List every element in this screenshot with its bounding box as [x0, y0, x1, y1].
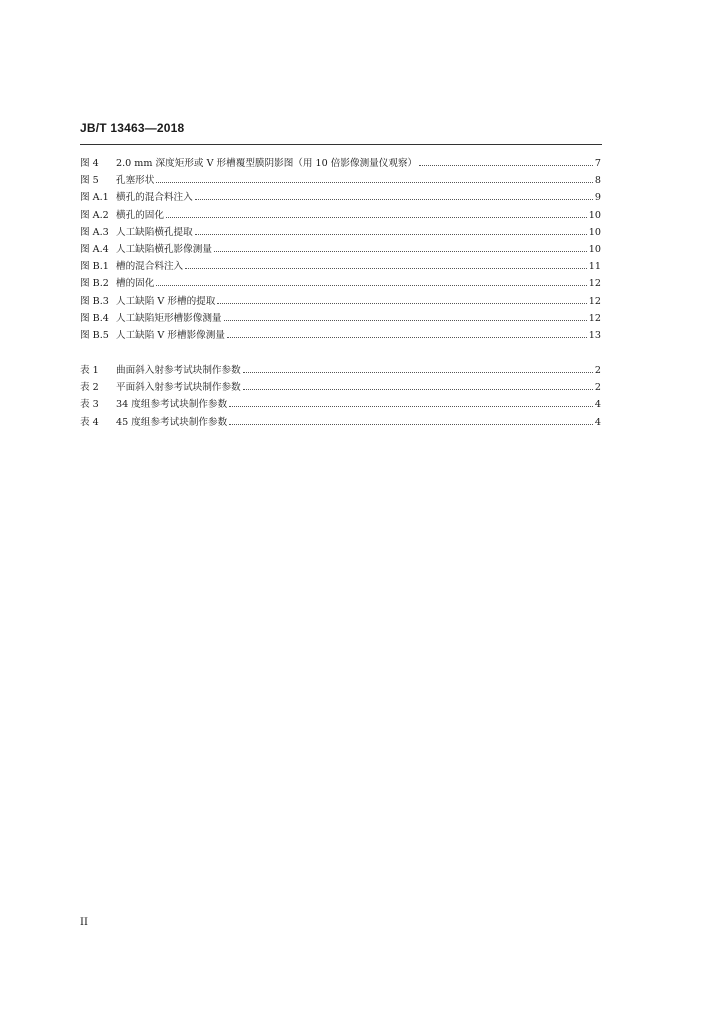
figure-entry-page: 10 — [588, 226, 601, 238]
figure-entry-label: 图 B.5 — [80, 329, 109, 341]
figure-entry-page: 10 — [588, 243, 601, 255]
figure-entry[interactable] — [80, 241, 601, 258]
figure-entry-label: 图 4 — [80, 158, 99, 169]
figure-entry[interactable] — [80, 275, 601, 292]
table-entry-title: 45 度组参考试块制作参数 — [116, 416, 228, 428]
figure-entry-label: 图 5 — [80, 175, 99, 187]
figure-entry[interactable] — [80, 224, 601, 241]
table-entry-page: 4 — [594, 399, 601, 411]
figure-entry[interactable] — [80, 207, 601, 224]
dot-leader — [156, 182, 593, 183]
figure-entry[interactable] — [80, 310, 601, 327]
figure-entry-title: 槽的混合料注入 — [116, 261, 184, 273]
dot-leader — [229, 424, 593, 425]
dot-leader — [195, 234, 587, 235]
dot-leader — [156, 285, 586, 286]
table-entry-page: 2 — [594, 365, 601, 376]
figure-entry-page: 12 — [588, 312, 601, 324]
table-entry-label: 表 1 — [80, 365, 99, 376]
figure-entry-label: 图 B.4 — [80, 312, 109, 324]
dot-leader — [214, 251, 587, 252]
dot-leader — [217, 303, 586, 304]
table-entry[interactable] — [80, 362, 601, 379]
figure-entry[interactable] — [80, 189, 601, 206]
figure-entry-page: 10 — [588, 209, 601, 221]
dot-leader — [195, 199, 593, 200]
figure-entry-title: 孔塞形状 — [116, 175, 155, 187]
page-number: II — [80, 917, 88, 928]
table-entry[interactable] — [80, 414, 601, 431]
table-entry-title: 平面斜入射参考试块制作参数 — [116, 382, 241, 394]
dot-leader — [243, 389, 593, 390]
dot-leader — [243, 372, 593, 373]
figure-entry-page: 12 — [588, 295, 601, 307]
figure-entry-label: 图 B.2 — [80, 278, 109, 290]
figure-entry-page: 9 — [594, 192, 601, 204]
figure-entry[interactable] — [80, 327, 601, 344]
figure-entry-title: 槽的固化 — [116, 278, 155, 290]
dot-leader — [185, 268, 587, 269]
figure-entry[interactable] — [80, 172, 601, 189]
table-entry-title: 曲面斜入射参考试块制作参数 — [116, 365, 241, 376]
figure-entry-title: 人工缺陷横孔提取 — [116, 226, 193, 238]
figure-entry-label: 图 B.3 — [80, 295, 109, 307]
figure-entry-title: 横孔的固化 — [116, 209, 164, 221]
figure-entry-page: 8 — [594, 175, 601, 187]
figure-entry[interactable] — [80, 155, 601, 172]
figure-entry-page: 7 — [594, 158, 601, 169]
dot-leader — [166, 217, 587, 218]
table-list — [80, 362, 601, 431]
figure-entry-title: 人工缺陷 V 形槽影像测量 — [116, 329, 225, 341]
table-entry-label: 表 3 — [80, 399, 99, 411]
figure-entry-label: 图 A.4 — [80, 243, 109, 255]
figure-entry[interactable] — [80, 258, 601, 275]
figure-entry-title: 2.0 mm 深度矩形或 V 形槽覆型膜阴影图（用 10 倍影像测量仪观察） — [116, 158, 418, 169]
figure-entry-title: 人工缺陷矩形槽影像测量 — [116, 312, 222, 324]
figure-entry-label: 图 A.2 — [80, 209, 109, 221]
dot-leader — [224, 320, 587, 321]
dot-leader — [419, 165, 593, 166]
dot-leader — [229, 406, 593, 407]
table-entry[interactable] — [80, 379, 601, 396]
table-entry-page: 2 — [594, 382, 601, 394]
figure-list — [80, 155, 601, 344]
figure-entry-title: 人工缺陷 V 形槽的提取 — [116, 295, 216, 307]
dot-leader — [227, 337, 587, 338]
document-code: JB/T 13463—2018 — [80, 121, 185, 135]
table-entry-title: 34 度组参考试块制作参数 — [116, 399, 228, 411]
figure-entry-title: 人工缺陷横孔影像测量 — [116, 243, 212, 255]
figure-entry-page: 13 — [588, 329, 601, 341]
header-rule — [80, 144, 602, 145]
table-entry-label: 表 2 — [80, 382, 99, 394]
table-entry-label: 表 4 — [80, 416, 99, 428]
figure-entry[interactable] — [80, 293, 601, 310]
figure-entry-page: 11 — [588, 261, 601, 273]
figure-entry-page: 12 — [588, 278, 601, 290]
figure-entry-label: 图 A.3 — [80, 226, 109, 238]
figure-entry-title: 横孔的混合料注入 — [116, 192, 193, 204]
table-entry-page: 4 — [594, 416, 601, 428]
figure-entry-label: 图 A.1 — [80, 192, 109, 204]
table-entry[interactable] — [80, 396, 601, 413]
figure-entry-label: 图 B.1 — [80, 261, 109, 273]
